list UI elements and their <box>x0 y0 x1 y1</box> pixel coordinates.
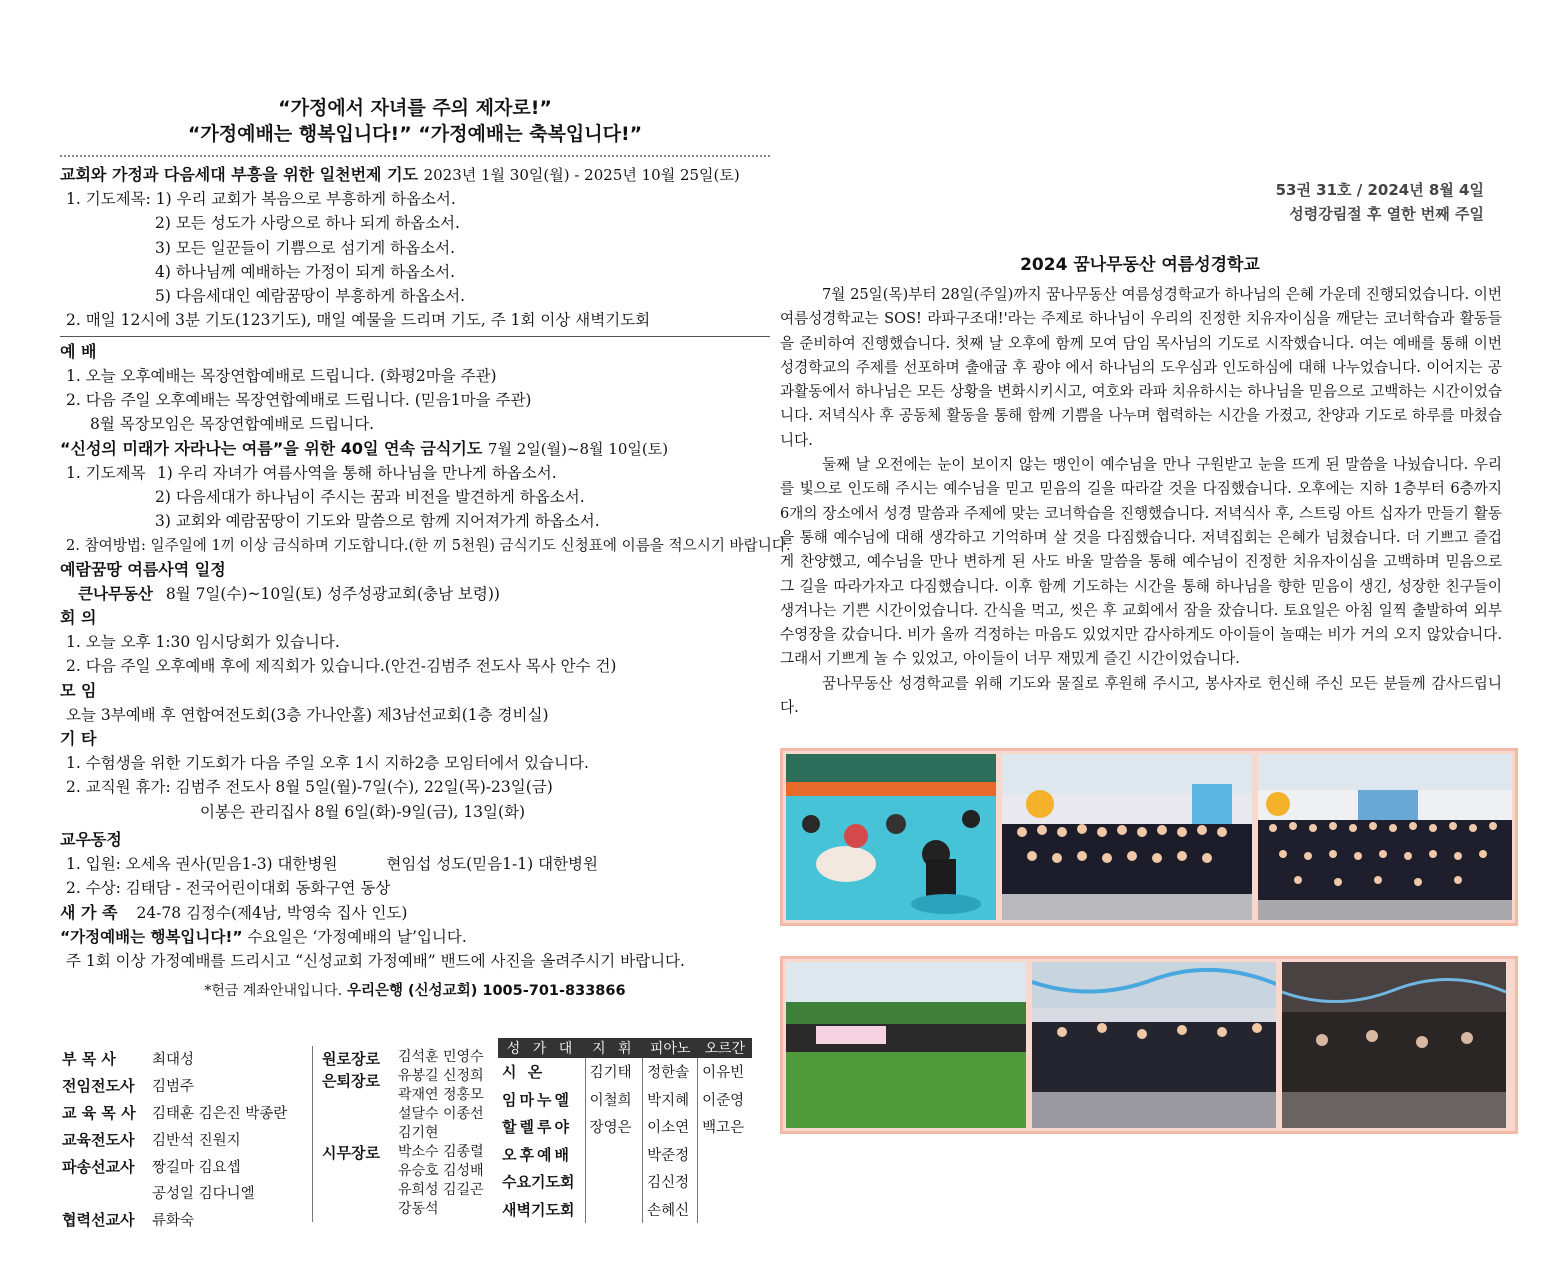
newfamily-text: 24-78 김정수(제4남, 박영숙 집사 인도) <box>136 903 408 922</box>
offering-row <box>60 978 770 1003</box>
choir-row: 새벽기도회 손혜신 <box>498 1196 752 1224</box>
choir-header: 피아노 <box>643 1038 698 1058</box>
choir-row: 오후예배 박준정 <box>498 1141 752 1169</box>
elder-name-line: 김기현 <box>398 1125 439 1141</box>
family-worship-rest: 수요일은 ‘가정예배의 날’입니다. <box>242 927 467 946</box>
photo-strip-2 <box>780 956 1518 1134</box>
newfamily-row <box>60 901 770 925</box>
elders-roles <box>322 1048 380 1092</box>
summer-heading: 예람꿈땅 여름사역 일정 <box>60 559 226 579</box>
gathering-heading: 모 임 <box>60 680 97 700</box>
fasting-topic-3: 3) 교회와 예람꿈땅이 기도와 말씀으로 함께 지어져가게 하옵소서. <box>155 512 600 531</box>
staff-row: 교육전도사 김반석 진원지 <box>62 1131 241 1149</box>
choir-row: 할렐루야 장영은 이소연 백고은 <box>498 1113 752 1141</box>
prayer-topic-row <box>60 187 770 211</box>
elder-name-line: 유희성 김길곤 <box>398 1182 484 1198</box>
staff-list <box>62 1046 287 1234</box>
activity-image-1 <box>1032 962 1276 1128</box>
motto-line-2: “가정예배는 행복입니다!” “가정예배는 축복입니다!” <box>187 123 643 145</box>
etc-item-3: 이봉은 관리집사 8월 6일(화)-9일(금), 13일(화) <box>200 802 526 821</box>
article-title: 2024 꿈나무동산 여름성경학교 <box>1020 255 1260 275</box>
members-heading: 교우동정 <box>60 829 122 849</box>
outdoor-photo <box>786 962 1026 1128</box>
worship-item-3: 8월 목장모임은 목장연합예배로 드립니다. <box>90 415 375 434</box>
staff-row: 부 목 사 최대성 <box>62 1050 195 1068</box>
etc-heading: 기 타 <box>60 729 97 749</box>
etc-item-1: 1. 수험생을 위한 기도회가 다음 주일 오후 1시 지하2층 모임터에서 있습니다. <box>66 754 589 773</box>
group-image-1 <box>1002 754 1252 920</box>
choir-header: 성 가 대 <box>498 1038 585 1058</box>
meeting-heading: 회 의 <box>60 608 97 628</box>
elder-name-line: 설달수 이종선 <box>398 1106 484 1122</box>
fasting-title: “신성의 미래가 자라나는 여름”을 위한 40일 연속 금식기도 <box>60 438 483 458</box>
activity-photo-1 <box>1032 962 1276 1128</box>
pool-photo <box>786 754 996 920</box>
elder-name-line: 유봉길 신정희 <box>398 1068 484 1084</box>
prayer-item-2: 2. 매일 12시에 3분 기도(123기도), 매일 예물을 드리며 기도, 주 1회 이상 새벽기도회 <box>66 311 651 330</box>
fasting-period: 7월 2일(월)~8월 10일(토) <box>487 439 669 458</box>
staff-row: 교 육 목 사 김태훈 김은진 박종란 <box>62 1104 288 1122</box>
motto-line-1: “가정에서 자녀를 주의 제자로!” <box>278 97 552 119</box>
elder-name-line: 곽재연 정홍모 <box>398 1087 484 1103</box>
choir-row: 수요기도회 김신정 <box>498 1168 752 1196</box>
elder-name-line: 김석훈 민영수 <box>398 1049 484 1065</box>
worship-heading: 예 배 <box>60 341 97 361</box>
elders-retired-names <box>398 1048 484 1219</box>
choir-table <box>498 1038 752 1223</box>
members-item-1a: 1. 입원: 오세옥 권사(믿음1-3) 대한병원 <box>66 854 338 873</box>
fasting-item-2: 2. 참여방법: 일주일에 1끼 이상 금식하며 기도합니다.(한 끼 5천원) 금식기도 신청표에 이름을 적으시기 바랍니다. <box>66 536 791 554</box>
gathering-text: 오늘 3부예배 후 연합여전도회(3층 가나안홀) 제3남선교회(1층 경비실) <box>66 705 549 724</box>
fasting-topic-label: 1. 기도제목 <box>66 463 146 482</box>
prayer-topic-2: 2) 모든 성도가 사랑으로 하나 되게 하옵소서. <box>155 214 460 233</box>
article-body <box>780 283 1502 720</box>
offering-account: 우리은행 (신성교회) 1005-701-833866 <box>346 983 626 1000</box>
article-paragraph-2: 둘째 날 오전에는 눈이 보이지 않는 맹인이 예수님을 만나 구원받고 눈을 뜨게 된 말씀을 나눴습니다. 우리를 빛으로 인도해 주시는 예수님을 믿고 믿음의 길을 따라갈 것을 다짐했습니다. 오후에는 지하 1층부터 6층까지 6개의 장소에서 성경 말씀과 주제에 맞는 코너학습을 진행했습니다. 저녁식사 후, 스트링 아트 십자가 만들기 활동을 통해 예수님에 대해 생각하고 기억하며 살 것을 다짐했습니다. 저녁집회는 은혜가 넘쳤습니다. 더 기쁘고 즐겁게 찬양했고, 예수님을 만나 변하게 된 사도 바울 말씀을 통해 예수님이 진정한 치유자이심을 고백하며 믿음으로 그 길을 따라가자고 다짐했습니다. 이후 함께 기도하는 시간을 통해 하나님을 향한 믿음이 생긴, 성장한 친구들이 생겨나는 기쁜 시간이었습니다. 간식을 먹고, 씻은 후 교회에서 잠을 잤습니다. 토요일은 아침 일찍 출발하여 외부 수영장을 갔습니다. 비가 올까 걱정하는 마음도 있었지만 감사하게도 아이들이 놀때는 비가 거의 오지 않았습니다. 그래서 기쁘게 놀 수 있었고, 아이들이 너무 재밌게 즐긴 시간이었습니다. <box>780 456 1502 668</box>
motto <box>60 95 770 147</box>
staff-row: 파송선교사 짱길마 김요셉 <box>62 1158 241 1176</box>
staff-divider <box>312 1046 313 1222</box>
meeting-item-2: 2. 다음 주일 오후예배 후에 제직회가 있습니다.(안건-김범주 전도사 목사 안수 건) <box>66 657 617 676</box>
prayer-topic-label: 1. 기도제목: <box>66 190 151 208</box>
section-divider <box>60 336 770 337</box>
summer-group: 큰나무동산 <box>78 584 153 603</box>
staff-row: 공성일 김다니엘 <box>152 1186 255 1202</box>
staff-row: 전임전도사 김범주 <box>62 1077 195 1095</box>
worship-item-1: 1. 오늘 오후예배는 목장연합예배로 드립니다. (화평2마을 주관) <box>66 366 497 385</box>
etc-item-2: 2. 교직원 휴가: 김범주 전도사 8월 5일(월)-7일(수), 22일(목)-23일(금) <box>66 778 553 797</box>
photo-strip-1 <box>780 748 1518 926</box>
group-photo-2 <box>1258 754 1512 920</box>
prayer-topic-1: 1) 우리 교회가 복음으로 부흥하게 하옵소서. <box>155 190 456 208</box>
members-item-2: 2. 수상: 김태담 - 전국어린이대회 동화구연 동상 <box>66 879 391 898</box>
family-worship-line-2: 주 1회 이상 가정예배를 드리시고 “신성교회 가정예배” 밴드에 사진을 올려주시기 바랍니다. <box>66 952 685 971</box>
members-item-1 <box>60 852 770 876</box>
summer-detail-row <box>60 582 770 606</box>
elder-name-line: 박소수 김종렬 <box>398 1144 484 1160</box>
fasting-topic-1: 1) 우리 자녀가 여름사역을 통해 하나님을 만나게 하옵소서. <box>156 463 557 482</box>
issue-number: 53권 31호 / 2024년 8월 4일 <box>1275 181 1484 199</box>
fasting-heading <box>60 437 770 461</box>
group-image-2 <box>1258 754 1512 920</box>
fasting-topic-row <box>60 461 770 485</box>
elder-role-2: 은퇴장로 <box>322 1072 380 1090</box>
prayer-period: 2023년 1월 30일(월) - 2025년 10월 25일(토) <box>423 166 740 184</box>
article-paragraph-1: 7월 25일(목)부터 28일(주일)까지 꿈나무동산 여름성경학교가 하나님의 은혜 가운데 진행되었습니다. 이번 여름성경학교는 SOS! 라파구조대!'라는 주제로 하나님이 우리의 진정한 치유자이심을 깨닫는 코너학습과 활동들을 준비하여 진행했습니다. 첫째 날 오후에 함께 모여 담임 목사님의 기도로 시작했습니다. 여는 예배를 통해 이번 성경학교의 주제를 선포하며 출애굽 후 광야 에서 하나님의 도우심과 인도하심에 대해 나누었습니다. 이어지는 공과활동에서 하나님은 모든 상황을 변화시키시고, 여호와 라파 치유하시는 하나님을 믿음으로 고백하는 시간이었습니다. 저녁식사 후 공동체 활동을 통해 함께 기쁨을 나누며 협력하는 시간을 가졌고, 찬양과 기도로 하루를 마쳤습니다. <box>780 286 1502 449</box>
offering-prefix: *헌금 계좌안내입니다. <box>204 983 343 1000</box>
dotted-divider <box>60 155 770 157</box>
issue-sunday: 성령강림절 후 열한 번째 주일 <box>1289 205 1484 223</box>
members-item-1b: 현임섭 성도(믿음1-1) 대한병원 <box>386 854 598 873</box>
choir-header: 오르간 <box>698 1038 752 1058</box>
meeting-item-1: 1. 오늘 오후 1:30 임시당회가 있습니다. <box>66 633 340 652</box>
choir-header-row <box>498 1038 752 1058</box>
pool-image <box>786 754 996 920</box>
prayer-topic-5: 5) 다음세대인 예람꿈땅이 부흥하게 하옵소서. <box>155 287 466 306</box>
elder-role-3: 시무장로 <box>322 1144 380 1162</box>
prayer-title: 교회와 가정과 다음세대 부흥을 위한 일천번제 기도 <box>60 165 418 184</box>
left-column <box>60 95 791 1004</box>
worship-item-2: 2. 다음 주일 오후예배는 목장연합예배로 드립니다. (믿음1마을 주관) <box>66 391 532 410</box>
summer-detail: 8월 7일(수)~10일(토) 성주성광교회(충남 보령)) <box>165 584 500 603</box>
family-worship-row <box>60 925 770 949</box>
activity-image-2 <box>1282 962 1506 1128</box>
choir-row: 시 온 김기태 정한솔 이유빈 <box>498 1058 752 1086</box>
fasting-topic-2: 2) 다음세대가 하나님이 주시는 꿈과 비전을 발견하게 하옵소서. <box>155 487 585 506</box>
choir-row: 임마누엘 이철희 박지혜 이준영 <box>498 1086 752 1114</box>
family-worship-bold: “가정예배는 행복입니다!” <box>60 927 243 946</box>
staff-row: 협력선교사 류화숙 <box>62 1211 195 1229</box>
issue-info <box>1276 178 1484 226</box>
elder-role-1: 원로장로 <box>322 1050 380 1068</box>
activity-photo-2 <box>1282 962 1506 1128</box>
prayer-topic-3: 3) 모든 일꾼들이 기쁨으로 섬기게 하옵소서. <box>155 238 456 257</box>
newfamily-heading: 새 가 족 <box>60 902 118 922</box>
elder-name-line: 강동석 <box>398 1201 439 1217</box>
outdoor-image <box>786 962 1026 1128</box>
elder-name-line: 유승호 김성배 <box>398 1163 484 1179</box>
prayer-topic-4: 4) 하나님께 예배하는 가정이 되게 하옵소서. <box>155 262 456 281</box>
prayer-heading <box>60 163 770 187</box>
article-paragraph-3: 꿈나무동산 성경학교를 위해 기도와 물질로 후원해 주시고, 봉사자로 헌신해 주신 모든 분들께 감사드립니다. <box>780 674 1502 717</box>
group-photo-1 <box>1002 754 1252 920</box>
choir-header: 지 휘 <box>585 1038 643 1058</box>
